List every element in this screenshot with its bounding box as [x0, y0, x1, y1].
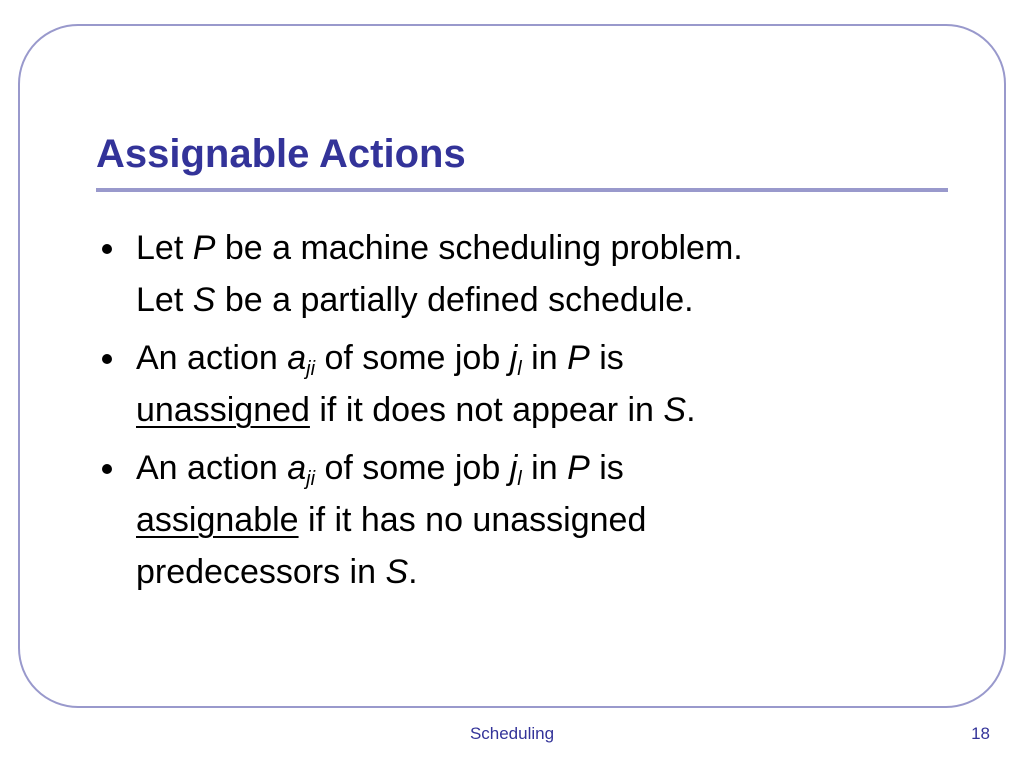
text-fragment: is: [589, 339, 624, 377]
subscript-ji: ji: [306, 358, 316, 380]
bullet-3-line-1: [136, 442, 956, 494]
text-fragment: Let: [136, 229, 193, 267]
text-fragment: in: [521, 449, 568, 487]
symbol-p: P: [567, 339, 590, 377]
bullet-item-1: [96, 222, 956, 326]
text-fragment: .: [686, 391, 696, 429]
subscript-l: l: [517, 468, 522, 490]
symbol-j: j: [509, 339, 518, 377]
bullet-item-3: [96, 442, 956, 598]
bullet-dot-icon: [102, 354, 112, 364]
bullet-2-line-2: [136, 384, 956, 436]
page-number: 18: [971, 724, 990, 743]
symbol-j: j: [509, 449, 518, 487]
bullet-dot-icon: [102, 464, 112, 474]
bullet-item-2: [96, 332, 956, 436]
term-assignable: assignable: [136, 501, 299, 539]
slide-title: Assignable Actions: [96, 132, 466, 176]
text-fragment: is: [589, 449, 624, 487]
title-divider: [96, 188, 948, 192]
text-fragment: if it has no unassigned: [298, 501, 647, 539]
symbol-p: P: [567, 449, 590, 487]
bullet-3-line-3: [136, 546, 956, 598]
bullet-1-line-2: [136, 274, 956, 326]
symbol-a: a: [287, 339, 307, 377]
text-fragment: if it does not appear in: [309, 391, 664, 429]
bullet-1-line-1: [136, 222, 956, 274]
subscript-l: l: [517, 358, 522, 380]
text-fragment: predecessors in: [136, 553, 386, 591]
symbol-a: a: [287, 449, 307, 487]
text-fragment: of some job: [315, 339, 510, 377]
subscript-ji: ji: [306, 468, 316, 490]
term-unassigned: unassigned: [136, 391, 310, 429]
bullet-dot-icon: [102, 244, 112, 254]
bullet-3-line-2: [136, 494, 956, 546]
text-fragment: in: [521, 339, 568, 377]
footer-title: Scheduling: [469, 724, 555, 743]
text-fragment: .: [408, 553, 418, 591]
bullet-2-line-1: [136, 332, 956, 384]
symbol-s: S: [385, 553, 409, 591]
bullet-list: [96, 222, 956, 604]
text-fragment: be a machine scheduling problem.: [215, 229, 743, 267]
text-fragment: Let: [136, 281, 193, 319]
text-fragment: be a partially defined schedule.: [215, 281, 694, 319]
symbol-p: P: [192, 229, 216, 267]
text-fragment: of some job: [315, 449, 510, 487]
text-fragment: An action: [136, 449, 288, 487]
symbol-s: S: [663, 391, 687, 429]
text-fragment: An action: [136, 339, 288, 377]
symbol-s: S: [192, 281, 216, 319]
